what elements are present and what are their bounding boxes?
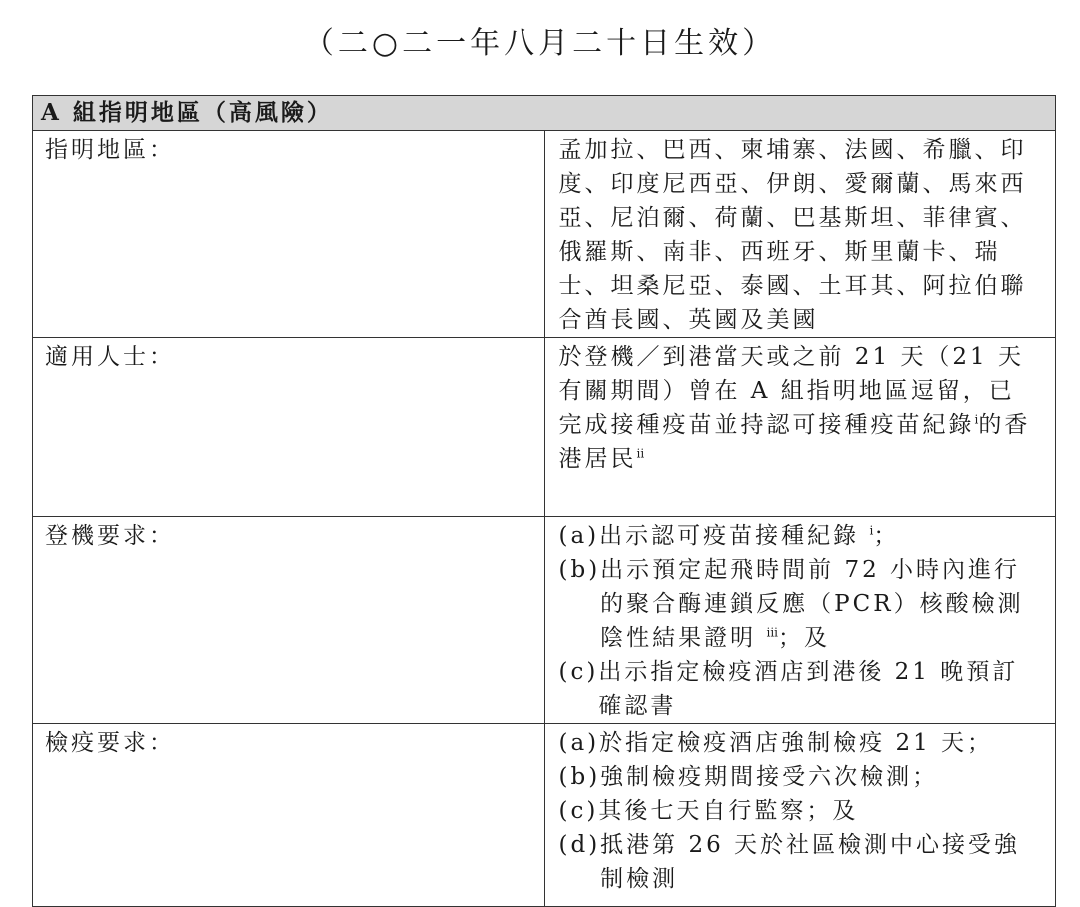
list-item — [559, 553, 1040, 655]
section-header: A 組指明地區（高風險） — [33, 96, 1056, 131]
label-quarantine-requirements: 檢疫要求： — [33, 724, 545, 907]
item-tail: ；及 — [778, 625, 830, 651]
item-marker: (d) — [558, 832, 601, 858]
applicable-text: 於登機／到港當天或之前 21 天（21 天有關期間）曾在 A 組指明地區逗留，已完成接種疫苗並持認可接種疫苗紀錄 — [558, 344, 1024, 438]
item-text: 出示指定檢疫酒店到港後 21 晚預訂確認書 — [598, 659, 1019, 719]
item-text: 出示預定起飛時間前 72 小時內進行的聚合酶連鎖反應（PCR）核酸檢測陰性結果證明 — [600, 557, 1024, 651]
item-text: 強制檢疫期間接受六次檢測； — [600, 764, 939, 790]
list-item — [559, 655, 1040, 723]
content-applicable-persons — [544, 338, 1056, 517]
applicable-text-2: 的香港居民 — [558, 412, 1031, 472]
document-title: （二○二一年八月二十日生效） — [303, 26, 777, 61]
label-boarding-requirements: 登機要求： — [33, 517, 545, 724]
label-specified-places: 指明地區： — [33, 131, 545, 338]
item-text: 於指定檢疫酒店強制檢疫 21 天； — [599, 730, 994, 756]
item-marker: (c) — [558, 798, 599, 824]
group-a-table — [32, 95, 1056, 907]
list-item — [559, 519, 1040, 553]
footnote-ref: i — [869, 523, 874, 538]
list-item — [559, 726, 1040, 760]
item-marker: (a) — [558, 730, 600, 756]
content-boarding-requirements — [544, 517, 1056, 724]
item-tail: ； — [873, 523, 900, 549]
list-item — [559, 794, 1040, 828]
footnote-ref: iii — [766, 625, 778, 640]
row-specified-places — [33, 131, 1056, 338]
footnote-ref: ii — [636, 446, 645, 461]
content-quarantine-requirements — [544, 724, 1056, 907]
table-header-row — [33, 96, 1056, 131]
row-quarantine-requirements — [33, 724, 1056, 907]
item-marker: (b) — [558, 764, 601, 790]
label-applicable-persons: 適用人士： — [33, 338, 545, 517]
item-text: 其後七天自行監察；及 — [598, 798, 859, 824]
row-applicable-persons — [33, 338, 1056, 517]
item-text: 抵港第 26 天於社區檢測中心接受強制檢測 — [600, 832, 1021, 892]
list-item — [559, 828, 1040, 896]
content-specified-places: 孟加拉、巴西、柬埔寨、法國、希臘、印度、印度尼西亞、伊朗、愛爾蘭、馬來西亞、尼泊爾、荷蘭、巴基斯坦、菲律賓、俄羅斯、南非、西班牙、斯里蘭卡、瑞士、坦桑尼亞、泰國、土耳其、阿拉伯聯合酋長國、英國及美國 — [544, 131, 1056, 338]
item-marker: (a) — [558, 523, 600, 549]
item-marker: (b) — [558, 557, 601, 583]
footnote-ref: i — [974, 412, 979, 427]
item-text: 出示認可疫苗接種紀錄 — [599, 523, 860, 549]
list-item — [559, 760, 1040, 794]
row-boarding-requirements — [33, 517, 1056, 724]
item-marker: (c) — [558, 659, 599, 685]
